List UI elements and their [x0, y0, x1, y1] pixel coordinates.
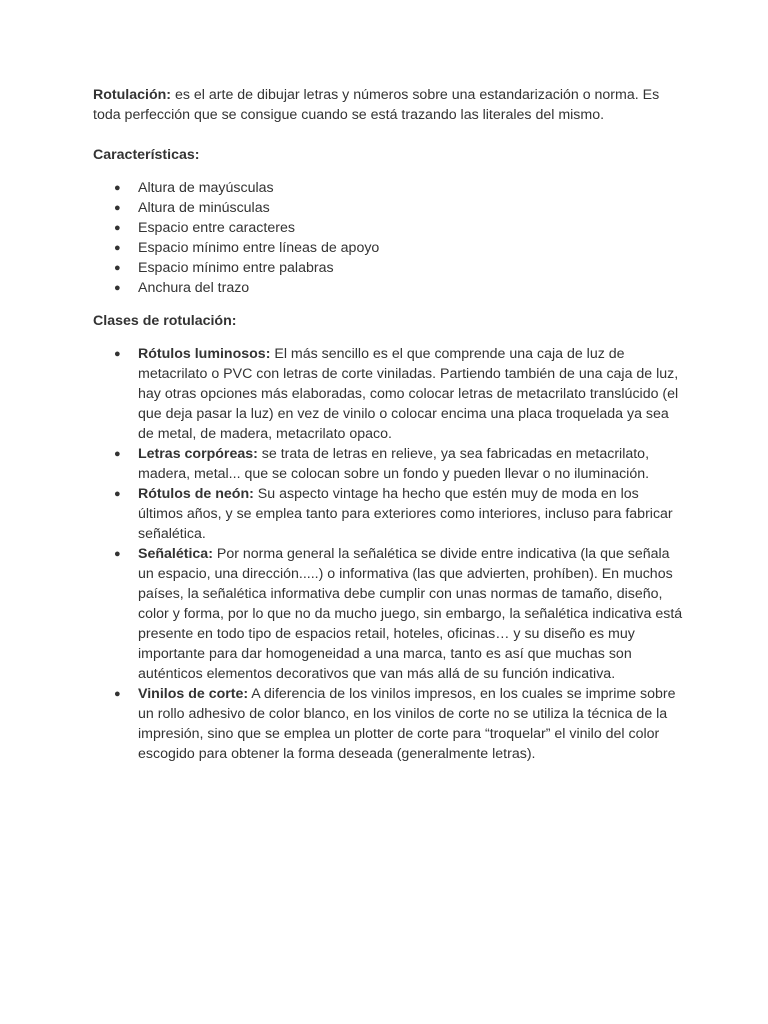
bullet-icon: ● — [114, 262, 121, 274]
list-item-term: Rótulos de neón: — [138, 486, 254, 502]
classes-heading: Clases de rotulación: — [93, 313, 237, 329]
document-page — [93, 85, 683, 777]
list-item — [93, 198, 683, 218]
list-item-text: Altura de mayúsculas — [138, 180, 274, 196]
list-item — [93, 238, 683, 258]
list-item — [93, 218, 683, 238]
list-item-term: Señalética: — [138, 546, 213, 562]
bullet-icon: ● — [114, 182, 121, 194]
bullet-icon: ● — [114, 548, 121, 560]
intro-term: Rotulación: — [93, 87, 172, 103]
classes-list — [93, 344, 683, 764]
bullet-icon: ● — [114, 282, 121, 294]
bullet-icon: ● — [114, 348, 121, 360]
list-item-text: Anchura del trazo — [138, 280, 250, 296]
list-item-text: Espacio mínimo entre líneas de apoyo — [138, 240, 380, 256]
list-item-text: Altura de minúsculas — [138, 200, 270, 216]
bullet-icon: ● — [114, 242, 121, 254]
list-item — [93, 344, 683, 444]
list-item-term: Letras corpóreas: — [138, 446, 258, 462]
list-item — [93, 684, 683, 764]
bullet-icon: ● — [114, 202, 121, 214]
list-item — [93, 178, 683, 198]
bullet-icon: ● — [114, 488, 121, 500]
list-item-text: A diferencia de los vinilos impresos, en los cuales se imprime sobre un rollo adhesivo de color blanco, en los vinilos de corte no se utiliza la técnica de la impresión, sino que se emplea un plotter de corte para “troquelar” el vinilo del color escogido para obtener la forma deseada (generalmente letras). — [138, 686, 676, 762]
list-item — [93, 484, 683, 544]
list-item — [93, 544, 683, 684]
bullet-icon: ● — [114, 222, 121, 234]
characteristics-heading: Características: — [93, 147, 200, 163]
characteristics-list — [93, 178, 683, 298]
list-item-term: Vinilos de corte: — [138, 686, 249, 702]
list-item-text: Su aspecto vintage ha hecho que estén muy de moda en los últimos años, y se emplea tanto para exteriores como interiores, incluso para fabricar señalética. — [138, 486, 673, 542]
list-item-term: Rótulos luminosos: — [138, 346, 271, 362]
bullet-icon: ● — [114, 448, 121, 460]
list-item-text: se trata de letras en relieve, ya sea fabricadas en metacrilato, madera, metal... que se colocan sobre un fondo y pueden llevar o no iluminación. — [138, 446, 650, 482]
list-item — [93, 278, 683, 298]
list-item-text: El más sencillo es el que comprende una caja de luz de metacrilato o PVC con letras de corte viniladas. Partiendo también de una caja de luz, hay otras opciones más elaboradas, como colocar letras de metacrilato translúcido (el que deja pasar la luz) en vez de vinilo o colocar encima una placa troquelada ya sea de metal, de madera, metacrilato opaco. — [138, 346, 679, 442]
list-item — [93, 258, 683, 278]
intro-text: es el arte de dibujar letras y números sobre una estandarización o norma. Es toda perfección que se consigue cuando se está trazando las literales del mismo. — [93, 87, 660, 123]
list-item — [93, 444, 683, 484]
list-item-text: Por norma general la señalética se divide entre indicativa (la que señala un espacio, una dirección.....) o informativa (las que advierten, prohíben). En muchos países, la señalética informativa debe cumplir con unas normas de tamaño, diseño, color y forma, por lo que no da mucho juego, sin embargo, la señalética indicativa está presente en todo tipo de espacios retail, hoteles, oficinas… y su diseño es muy importante para dar homogeneidad a una marca, tanto es así que muchas son auténticos elementos decorativos que van más allá de su función indicativa. — [138, 546, 683, 682]
bullet-icon: ● — [114, 688, 121, 700]
list-item-text: Espacio mínimo entre palabras — [138, 260, 334, 276]
intro-paragraph — [93, 85, 683, 125]
list-item-text: Espacio entre caracteres — [138, 220, 295, 236]
